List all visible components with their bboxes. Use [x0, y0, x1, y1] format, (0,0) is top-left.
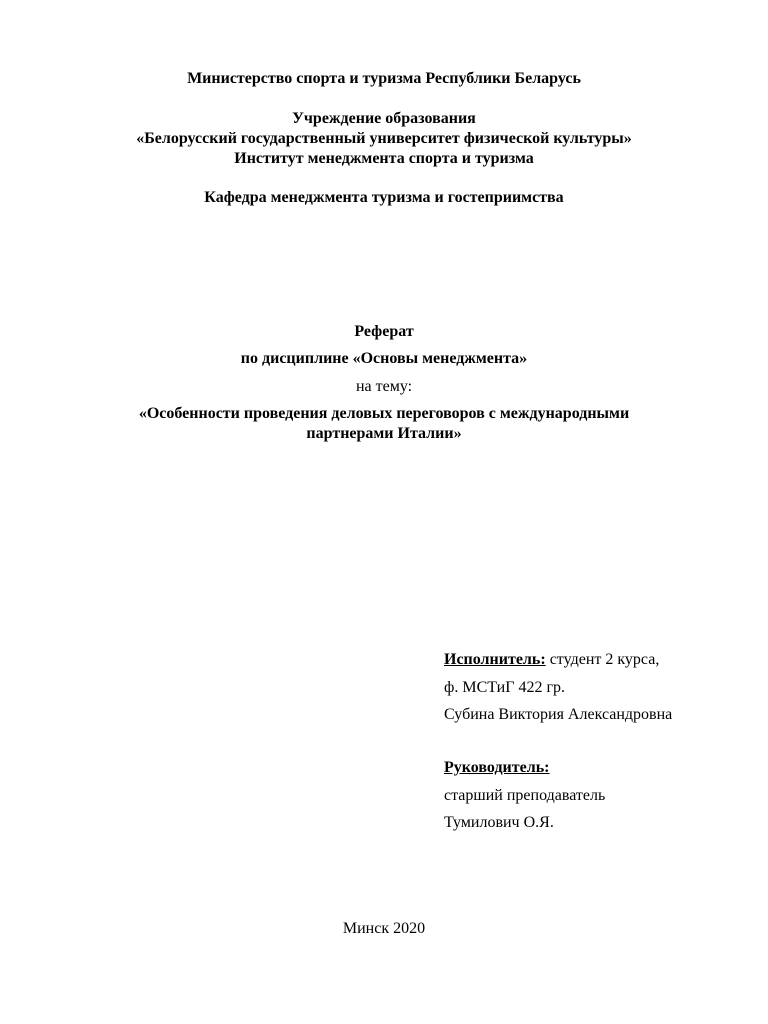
discipline-line: по дисциплине «Основы менеджмента»	[240, 350, 528, 367]
supervisor-label: Руководитель:	[444, 759, 550, 776]
executor-name: Субина Виктория Александровна	[444, 706, 673, 723]
ministry-name: Министерство спорта и туризма Республики Беларусь	[187, 70, 581, 87]
university-name: «Белорусский государственный университет физической культуры»	[136, 130, 632, 147]
executor-line-1	[444, 650, 659, 670]
supervisor-position: старший преподаватель	[444, 787, 606, 804]
executor-course: студент 2 курса,	[545, 651, 660, 668]
city-year: Минск 2020	[342, 920, 426, 937]
topic-line-2: партнерами Италии»	[306, 425, 462, 442]
topic-label: на тему:	[355, 378, 413, 395]
institution-label: Учреждение образования	[292, 110, 476, 127]
executor-label: Исполнитель:	[444, 651, 546, 668]
institute-name: Институт менеджмента спорта и туризма	[234, 150, 534, 167]
supervisor-name: Тумилович О.Я.	[444, 814, 554, 831]
executor-group: ф. МСТиГ 422 гр.	[444, 679, 566, 696]
topic-line-1: «Особенности проведения деловых переговоров с международными	[138, 405, 630, 422]
document-type: Реферат	[354, 323, 414, 340]
department-name: Кафедра менеджмента туризма и гостеприимства	[204, 189, 564, 206]
